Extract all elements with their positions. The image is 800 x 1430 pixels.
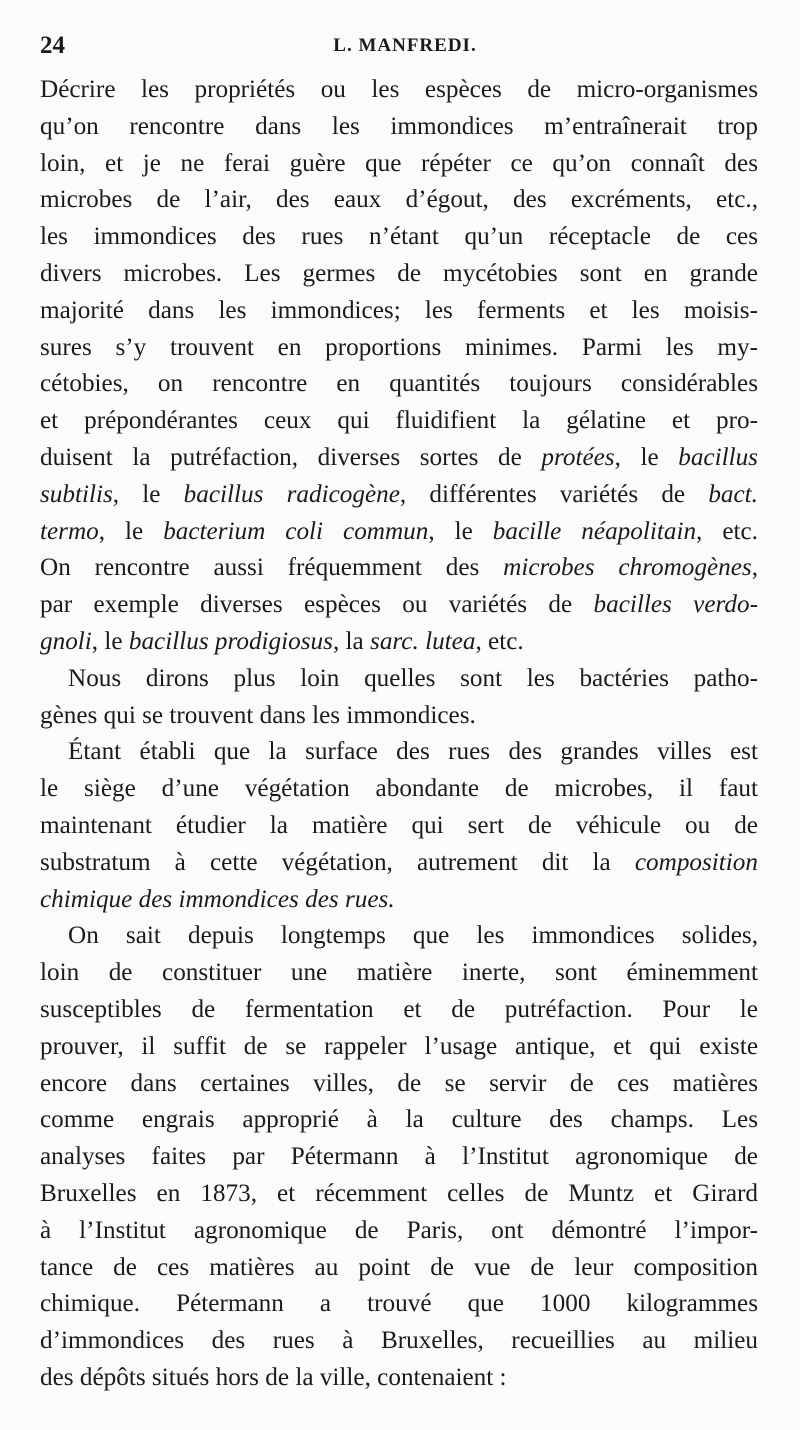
text-run: Bruxelles en 1873, et récemment celles de Muntz et Girard bbox=[40, 1179, 758, 1207]
text-run: d’immondices des rues à Bruxelles, recueillies au milieu bbox=[40, 1327, 758, 1355]
text-run: , etc. bbox=[475, 627, 524, 655]
page-number: 24 bbox=[40, 32, 65, 59]
text-run: , le bbox=[91, 627, 129, 655]
text-line bbox=[40, 146, 758, 183]
text-line bbox=[40, 109, 758, 146]
italic-text: bacillus bbox=[678, 443, 758, 471]
text-run: par exemple diverses espèces ou variétés de bbox=[40, 591, 594, 619]
text-run: majorité dans les immondices; les ferments et les moisis- bbox=[40, 296, 758, 324]
text-run: maintenant étudier la matière qui sert de véhicule ou de bbox=[40, 811, 758, 839]
text-run: , le bbox=[614, 443, 679, 471]
text-line bbox=[40, 808, 758, 845]
text-run: cétobies, on rencontre en quantités toujours considérables bbox=[40, 370, 758, 398]
italic-text: composition bbox=[634, 848, 758, 876]
italic-text: chimique des immondices des rues. bbox=[40, 885, 395, 913]
text-run: le siège d’une végétation abondante de microbes, il faut bbox=[40, 775, 758, 803]
text-line bbox=[40, 293, 758, 330]
text-run: microbes de l’air, des eaux d’égout, des excréments, etc., bbox=[40, 186, 758, 214]
text-line bbox=[40, 771, 758, 808]
text-line bbox=[40, 918, 758, 955]
italic-text: bacilles verdo- bbox=[593, 591, 758, 619]
text-run: On rencontre aussi fréquemment des bbox=[40, 554, 504, 582]
text-run: chimique. Pétermann a trouvé que 1000 kilogrammes bbox=[40, 1290, 758, 1318]
body-text bbox=[40, 72, 758, 1397]
text-run: divers microbes. Les germes de mycétobies sont en grande bbox=[40, 259, 758, 287]
italic-text: protées bbox=[541, 443, 615, 471]
text-line bbox=[40, 624, 758, 661]
text-line bbox=[40, 256, 758, 293]
text-line bbox=[40, 587, 758, 624]
text-line bbox=[40, 1176, 758, 1213]
text-run: Nous dirons plus loin quelles sont les bactéries patho- bbox=[68, 664, 758, 692]
text-line bbox=[40, 1029, 758, 1066]
text-run: Décrire les propriétés ou les espèces de micro-organismes bbox=[40, 76, 758, 103]
text-run: gènes qui se trouvent dans les immondices. bbox=[40, 701, 476, 729]
italic-text: bact. bbox=[708, 480, 758, 508]
text-line bbox=[40, 698, 758, 735]
text-run: , le bbox=[112, 480, 184, 508]
text-line bbox=[40, 366, 758, 403]
text-run: sures s’y trouvent en proportions minimes. Parmi les my- bbox=[40, 333, 758, 361]
text-run: , bbox=[751, 554, 758, 582]
text-line bbox=[40, 992, 758, 1029]
text-line bbox=[40, 403, 758, 440]
text-line bbox=[40, 882, 758, 919]
italic-text: subtilis bbox=[40, 480, 113, 508]
italic-text: termo bbox=[40, 517, 99, 545]
text-line bbox=[40, 330, 758, 367]
text-run: , la bbox=[332, 627, 371, 655]
text-run: et prépondérantes ceux qui fluidifient la gélatine et pro- bbox=[40, 407, 758, 435]
text-line bbox=[40, 955, 758, 992]
text-run: , etc. bbox=[696, 517, 758, 545]
text-run: encore dans certaines villes, de se servir de ces matières bbox=[40, 1069, 758, 1097]
page-header bbox=[40, 32, 760, 62]
italic-text: bacillus prodigiosus bbox=[128, 627, 333, 655]
text-run: loin, et je ne ferai guère que répéter ce qu’on connaît des bbox=[40, 149, 758, 177]
text-run: prouver, il suffit de se rappeler l’usage antique, et qui existe bbox=[40, 1032, 758, 1060]
running-head: L. MANFREDI. bbox=[333, 35, 477, 56]
text-line bbox=[40, 550, 758, 587]
text-run: les immondices des rues n’étant qu’un réceptacle de ces bbox=[40, 223, 758, 251]
text-run: loin de constituer une matière inerte, sont éminemment bbox=[40, 959, 758, 987]
italic-text: gnoli bbox=[40, 627, 92, 655]
text-run: substratum à cette végétation, autrement dit la bbox=[40, 848, 635, 876]
text-line bbox=[40, 440, 758, 477]
text-line bbox=[40, 477, 758, 514]
text-run: duisent la putréfaction, diverses sortes de bbox=[40, 443, 542, 471]
text-line bbox=[40, 734, 758, 771]
text-run: comme engrais approprié à la culture des champs. Les bbox=[40, 1106, 758, 1134]
italic-text: bacillus radicogène bbox=[183, 480, 400, 508]
text-run: Étant établi que la surface des rues des grandes villes est bbox=[68, 738, 758, 766]
italic-text: bacille néapolitain bbox=[492, 517, 697, 545]
italic-text: sarc. lutea bbox=[370, 627, 476, 655]
text-run: à l’Institut agronomique de Paris, ont démontré l’impor- bbox=[40, 1216, 758, 1244]
italic-text: bacterium coli commun bbox=[163, 517, 429, 545]
text-run: des dépôts situés hors de la ville, contenaient : bbox=[40, 1363, 507, 1391]
text-line bbox=[40, 1360, 758, 1397]
text-run: qu’on rencontre dans les immondices m’entraînerait trop bbox=[40, 112, 758, 140]
italic-text: microbes chromogènes bbox=[503, 554, 752, 582]
text-line bbox=[40, 661, 758, 698]
text-line bbox=[40, 1102, 758, 1139]
text-line bbox=[40, 1066, 758, 1103]
text-line bbox=[40, 219, 758, 256]
text-line bbox=[40, 1213, 758, 1250]
text-line bbox=[40, 514, 758, 551]
text-run: analyses faites par Pétermann à l’Institut agronomique de bbox=[40, 1143, 758, 1171]
text-line bbox=[40, 182, 758, 219]
text-line bbox=[40, 845, 758, 882]
text-run: , le bbox=[98, 517, 164, 545]
text-line bbox=[40, 1250, 758, 1287]
text-line bbox=[40, 72, 758, 109]
text-run: , le bbox=[428, 517, 493, 545]
text-run: On sait depuis longtemps que les immondices solides, bbox=[68, 922, 758, 950]
text-run: tance de ces matières au point de vue de leur composition bbox=[40, 1253, 758, 1281]
text-line bbox=[40, 1286, 758, 1323]
text-run: susceptibles de fermentation et de putréfaction. Pour le bbox=[40, 995, 758, 1023]
text-line bbox=[40, 1323, 758, 1360]
text-run: , différentes variétés de bbox=[399, 480, 709, 508]
text-line bbox=[40, 1139, 758, 1176]
